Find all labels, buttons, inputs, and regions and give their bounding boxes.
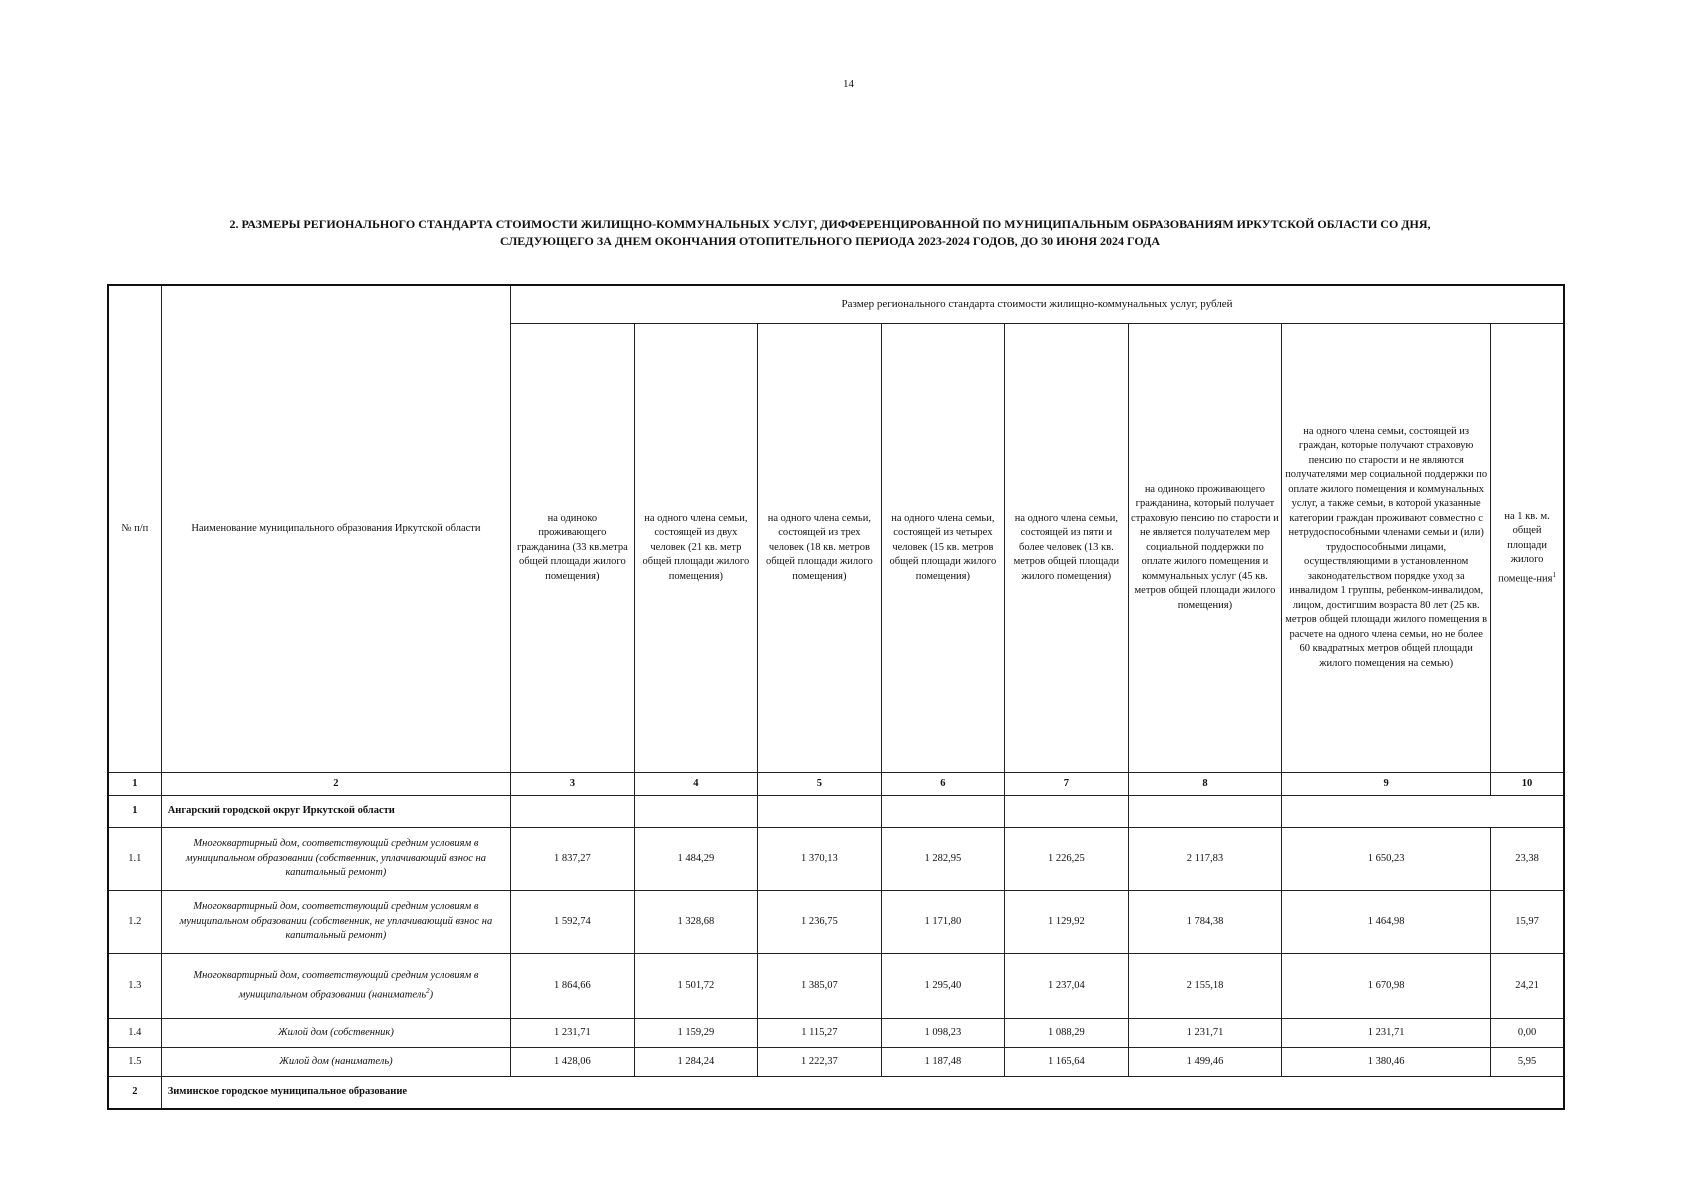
value-cell: 1 088,29 [1005,1019,1129,1048]
value-cell: 1 115,27 [758,1019,882,1048]
document-title [120,216,1540,250]
value-cell: 1 237,04 [1005,954,1129,1019]
header-municipality-name: Наименование муниципального образования Иркутской области [161,285,510,773]
header-number: № п/п [108,285,161,773]
value-cell: 1 159,29 [634,1019,758,1048]
value-cell: 1 370,13 [758,828,882,891]
column-number: 5 [758,773,882,796]
column-number: 9 [1282,773,1491,796]
empty-cell [511,796,635,828]
value-cell: 1 328,68 [634,891,758,954]
section-number: 2 [108,1077,161,1110]
section-name: Зиминское городское муниципальное образование [161,1077,1564,1110]
header-col-6: на одного члена семьи, состоящей из четырех человек (15 кв. метров общей площади жилого помещения) [881,324,1005,773]
value-cell: 1 484,29 [634,828,758,891]
value-cell: 24,21 [1491,954,1564,1019]
value-cell: 1 236,75 [758,891,882,954]
row-number: 1.1 [108,828,161,891]
column-number: 7 [1005,773,1129,796]
section-number: 1 [108,796,161,828]
table-row [108,1019,1564,1048]
row-name-tail: ) [429,989,434,1001]
empty-cell [1282,796,1564,828]
section-row [108,796,1564,828]
value-cell: 1 864,66 [511,954,635,1019]
value-cell: 1 284,24 [634,1048,758,1077]
column-number: 8 [1128,773,1282,796]
value-cell: 15,97 [1491,891,1564,954]
page-number: 14 [843,78,854,90]
value-cell: 1 650,23 [1282,828,1491,891]
value-cell: 5,95 [1491,1048,1564,1077]
header-col-5: на одного члена семьи, состоящей из трех человек (18 кв. метров общей площади жилого помещения) [758,324,882,773]
row-number: 1.4 [108,1019,161,1048]
column-number: 10 [1491,773,1564,796]
value-cell: 0,00 [1491,1019,1564,1048]
empty-cell [881,796,1005,828]
title-line-1: 2. РАЗМЕРЫ РЕГИОНАЛЬНОГО СТАНДАРТА СТОИМОСТИ ЖИЛИЩНО-КОММУНАЛЬНЫХ УСЛУГ, ДИФФЕРЕНЦИРОВАННОЙ ПО МУНИЦИПАЛЬНЫМ ОБРАЗОВАНИЯМ ИРКУТСКОЙ ОБЛАСТИ СО ДНЯ, [229,217,1431,231]
header-col-10 [1491,324,1564,773]
column-number: 1 [108,773,161,796]
value-cell: 1 282,95 [881,828,1005,891]
value-cell: 1 501,72 [634,954,758,1019]
column-number: 3 [511,773,635,796]
row-number: 1.5 [108,1048,161,1077]
row-name: Жилой дом (наниматель) [161,1048,510,1077]
footnote-mark: 2 [426,986,430,995]
value-cell: 1 464,98 [1282,891,1491,954]
value-cell: 1 380,46 [1282,1048,1491,1077]
empty-cell [758,796,882,828]
value-cell: 1 385,07 [758,954,882,1019]
header-col-4: на одного члена семьи, состоящей из двух человек (21 кв. метр общей площади жилого помещения) [634,324,758,773]
value-cell: 2 117,83 [1128,828,1282,891]
header-col-7: на одного члена семьи, состоящей из пяти и более человек (13 кв. метров общей площади жилого помещения) [1005,324,1129,773]
row-name: Жилой дом (собственник) [161,1019,510,1048]
row-number: 1.2 [108,891,161,954]
value-cell: 1 165,64 [1005,1048,1129,1077]
column-number-row [108,773,1564,796]
row-name: Многоквартирный дом, соответствующий средним условиям в муниципальном образовании (собственник, уплачивающий взнос на капитальный ремонт) [161,828,510,891]
footnote-mark: 1 [1552,570,1556,579]
value-cell: 23,38 [1491,828,1564,891]
value-cell: 1 428,06 [511,1048,635,1077]
value-cell: 1 231,71 [1128,1019,1282,1048]
section-name: Ангарский городской округ Иркутской области [161,796,510,828]
value-cell: 1 837,27 [511,828,635,891]
value-cell: 1 231,71 [1282,1019,1491,1048]
row-number: 1.3 [108,954,161,1019]
column-number: 4 [634,773,758,796]
value-cell: 2 155,18 [1128,954,1282,1019]
value-cell: 1 129,92 [1005,891,1129,954]
value-cell: 1 222,37 [758,1048,882,1077]
table-row [108,828,1564,891]
value-cell: 1 098,23 [881,1019,1005,1048]
section-row [108,1077,1564,1110]
value-cell: 1 171,80 [881,891,1005,954]
tariff-table [107,284,1565,1110]
header-group-cost: Размер регионального стандарта стоимости жилищно-коммунальных услуг, рублей [511,285,1564,324]
value-cell: 1 499,46 [1128,1048,1282,1077]
table-row [108,1048,1564,1077]
column-number: 6 [881,773,1005,796]
value-cell: 1 295,40 [881,954,1005,1019]
value-cell: 1 187,48 [881,1048,1005,1077]
value-cell: 1 670,98 [1282,954,1491,1019]
header-col-8: на одиноко проживающего гражданина, который получает страховую пенсию по старости и не является получателем мер социальной поддержки по оплате жилого помещения и коммунальных услуг (45 кв. метров общей площади жилого помещения) [1128,324,1282,773]
value-cell: 1 231,71 [511,1019,635,1048]
value-cell: 1 226,25 [1005,828,1129,891]
table-row [108,954,1564,1019]
title-line-2: СЛЕДУЮЩЕГО ЗА ДНЕМ ОКОНЧАНИЯ ОТОПИТЕЛЬНОГО ПЕРИОДА 2023-2024 ГОДОВ, ДО 30 ИЮНЯ 2024 ГОДА [499,234,1160,248]
row-name-text: Многоквартирный дом, соответствующий средним условиям в муниципальном образовании (наниматель [193,970,479,1001]
empty-cell [1005,796,1129,828]
table-row [108,891,1564,954]
value-cell: 1 784,38 [1128,891,1282,954]
header-col-10-text: на 1 кв. м. общей площади жилого помеще-ния [1498,510,1553,584]
row-name [161,954,510,1019]
header-col-3: на одиноко проживающего гражданина (33 кв.метра общей площади жилого помещения) [511,324,635,773]
empty-cell [634,796,758,828]
value-cell: 1 592,74 [511,891,635,954]
empty-cell [1128,796,1282,828]
header-col-9: на одного члена семьи, состоящей из граждан, которые получают страховую пенсию по старости и не являются получателями мер социальной поддержки по оплате жилого помещения и коммунальных услуг, а также семьи, в которой указанные категории граждан проживают совместно с нетрудоспособными членами семьи и (или) трудоспособными лицами, осуществляющими в установленном законодательством порядке уход за инвалидом 1 группы, ребенком-инвалидом, лицом, достигшим возраста 80 лет (25 кв. метров общей площади жилого помещения в расчете на одного члена семьи, но не более 60 квадратных метров общей площади жилого помещения на семью) [1282,324,1491,773]
column-number: 2 [161,773,510,796]
row-name: Многоквартирный дом, соответствующий средним условиям в муниципальном образовании (собственник, не уплачивающий взнос на капитальный ремонт) [161,891,510,954]
